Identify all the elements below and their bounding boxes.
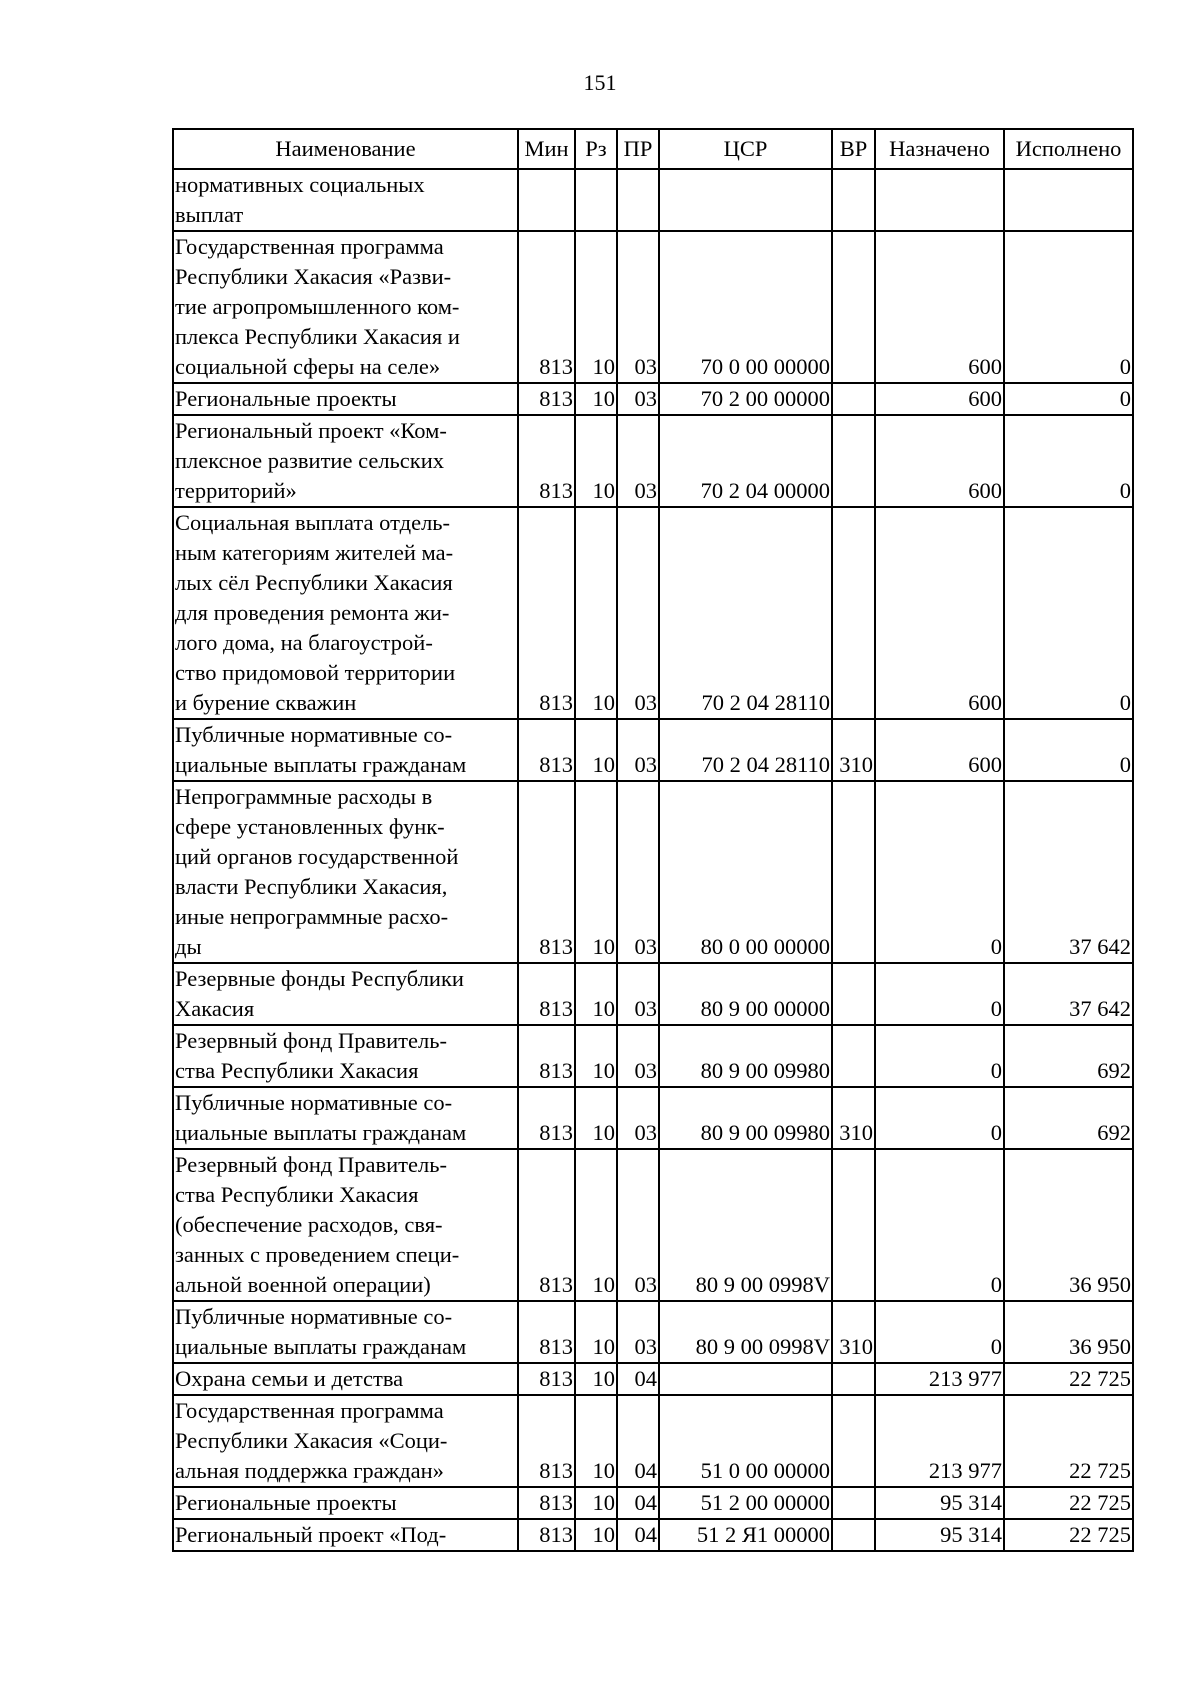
cell-name: нормативных социальных выплат bbox=[173, 169, 518, 231]
cell-csr: 51 2 00 00000 bbox=[659, 1487, 832, 1519]
cell-pr: 03 bbox=[617, 719, 659, 781]
cell-pr: 03 bbox=[617, 383, 659, 415]
cell-min: 813 bbox=[518, 781, 575, 963]
cell-vr bbox=[832, 507, 875, 719]
cell-name: Государственная программа Республики Хакасия «Разви- тие агропромышленного ком- плекса Республики Хакасия и социальной сферы на селе» bbox=[173, 231, 518, 383]
cell-csr: 80 9 00 09980 bbox=[659, 1025, 832, 1087]
table-row bbox=[173, 1363, 1133, 1395]
cell-csr: 51 0 00 00000 bbox=[659, 1395, 832, 1487]
cell-pr: 03 bbox=[617, 1087, 659, 1149]
cell-name: Публичные нормативные со- циальные выплаты гражданам bbox=[173, 1301, 518, 1363]
cell-min: 813 bbox=[518, 1087, 575, 1149]
cell-pr: 04 bbox=[617, 1363, 659, 1395]
cell-csr: 80 9 00 0998V bbox=[659, 1149, 832, 1301]
cell-naznacheno: 0 bbox=[875, 781, 1004, 963]
cell-naznacheno: 213 977 bbox=[875, 1363, 1004, 1395]
cell-naznacheno: 0 bbox=[875, 963, 1004, 1025]
cell-ispolneno: 37 642 bbox=[1004, 963, 1133, 1025]
cell-naznacheno: 95 314 bbox=[875, 1487, 1004, 1519]
cell-ispolneno: 0 bbox=[1004, 507, 1133, 719]
cell-name: Региональный проект «Ком- плексное развитие сельских территорий» bbox=[173, 415, 518, 507]
cell-rz: 10 bbox=[575, 415, 617, 507]
cell-csr bbox=[659, 1363, 832, 1395]
cell-pr: 04 bbox=[617, 1395, 659, 1487]
cell-vr bbox=[832, 963, 875, 1025]
cell-name: Публичные нормативные со- циальные выплаты гражданам bbox=[173, 719, 518, 781]
cell-ispolneno: 0 bbox=[1004, 383, 1133, 415]
cell-naznacheno: 0 bbox=[875, 1301, 1004, 1363]
cell-pr: 03 bbox=[617, 231, 659, 383]
cell-min: 813 bbox=[518, 1395, 575, 1487]
cell-pr bbox=[617, 169, 659, 231]
table-row bbox=[173, 1487, 1133, 1519]
cell-naznacheno: 0 bbox=[875, 1087, 1004, 1149]
table-row bbox=[173, 169, 1133, 231]
cell-min: 813 bbox=[518, 415, 575, 507]
table-row bbox=[173, 415, 1133, 507]
cell-csr: 70 2 00 00000 bbox=[659, 383, 832, 415]
cell-vr bbox=[832, 1395, 875, 1487]
table-row bbox=[173, 507, 1133, 719]
cell-name: Региональные проекты bbox=[173, 1487, 518, 1519]
cell-naznacheno bbox=[875, 169, 1004, 231]
cell-name: Резервный фонд Правитель- ства Республики Хакасия bbox=[173, 1025, 518, 1087]
cell-pr: 04 bbox=[617, 1519, 659, 1551]
header-vr: ВР bbox=[832, 129, 875, 169]
cell-name: Резервный фонд Правитель- ства Республики Хакасия (обеспечение расходов, свя- занных с проведением специ- альной военной операции) bbox=[173, 1149, 518, 1301]
cell-min: 813 bbox=[518, 1363, 575, 1395]
cell-name: Непрограммные расходы в сфере установленных функ- ций органов государственной власти Республики Хакасия, иные непрограммные расхо- ды bbox=[173, 781, 518, 963]
table-row bbox=[173, 1395, 1133, 1487]
cell-min: 813 bbox=[518, 507, 575, 719]
cell-csr: 70 0 00 00000 bbox=[659, 231, 832, 383]
cell-min: 813 bbox=[518, 1487, 575, 1519]
table-row bbox=[173, 1301, 1133, 1363]
cell-min: 813 bbox=[518, 383, 575, 415]
cell-min: 813 bbox=[518, 231, 575, 383]
header-rz: Рз bbox=[575, 129, 617, 169]
cell-naznacheno: 600 bbox=[875, 231, 1004, 383]
cell-csr: 80 9 00 00000 bbox=[659, 963, 832, 1025]
cell-rz: 10 bbox=[575, 383, 617, 415]
cell-naznacheno: 95 314 bbox=[875, 1519, 1004, 1551]
cell-vr: 310 bbox=[832, 719, 875, 781]
budget-table bbox=[172, 128, 1134, 1552]
cell-rz: 10 bbox=[575, 781, 617, 963]
cell-rz: 10 bbox=[575, 1487, 617, 1519]
cell-min: 813 bbox=[518, 719, 575, 781]
cell-vr bbox=[832, 781, 875, 963]
cell-name: Охрана семьи и детства bbox=[173, 1363, 518, 1395]
cell-vr bbox=[832, 1519, 875, 1551]
cell-name: Публичные нормативные со- циальные выплаты гражданам bbox=[173, 1087, 518, 1149]
cell-naznacheno: 600 bbox=[875, 415, 1004, 507]
cell-naznacheno: 600 bbox=[875, 719, 1004, 781]
cell-pr: 03 bbox=[617, 1149, 659, 1301]
cell-ispolneno: 22 725 bbox=[1004, 1395, 1133, 1487]
header-naznacheno: Назначено bbox=[875, 129, 1004, 169]
cell-pr: 03 bbox=[617, 507, 659, 719]
cell-vr bbox=[832, 1487, 875, 1519]
cell-rz: 10 bbox=[575, 1363, 617, 1395]
cell-min: 813 bbox=[518, 1149, 575, 1301]
header-min: Мин bbox=[518, 129, 575, 169]
page-number: 151 bbox=[583, 70, 617, 95]
cell-pr: 03 bbox=[617, 963, 659, 1025]
cell-ispolneno: 692 bbox=[1004, 1087, 1133, 1149]
cell-min: 813 bbox=[518, 1519, 575, 1551]
cell-pr: 03 bbox=[617, 1025, 659, 1087]
cell-ispolneno: 0 bbox=[1004, 415, 1133, 507]
cell-vr bbox=[832, 1363, 875, 1395]
table-row bbox=[173, 1087, 1133, 1149]
cell-rz: 10 bbox=[575, 1301, 617, 1363]
cell-naznacheno: 600 bbox=[875, 383, 1004, 415]
table-body bbox=[173, 169, 1133, 1551]
cell-vr bbox=[832, 231, 875, 383]
cell-naznacheno: 213 977 bbox=[875, 1395, 1004, 1487]
cell-csr: 80 0 00 00000 bbox=[659, 781, 832, 963]
cell-csr: 70 2 04 28110 bbox=[659, 507, 832, 719]
cell-name: Государственная программа Республики Хакасия «Соци- альная поддержка граждан» bbox=[173, 1395, 518, 1487]
cell-vr bbox=[832, 1149, 875, 1301]
table-row bbox=[173, 231, 1133, 383]
cell-rz: 10 bbox=[575, 1025, 617, 1087]
cell-rz: 10 bbox=[575, 963, 617, 1025]
cell-rz: 10 bbox=[575, 1087, 617, 1149]
cell-name: Социальная выплата отдель- ным категориям жителей ма- лых сёл Республики Хакасия для проведения ремонта жи- лого дома, на благоустрой- ство придомовой территории и бурение скважин bbox=[173, 507, 518, 719]
cell-ispolneno: 0 bbox=[1004, 719, 1133, 781]
table-row bbox=[173, 1149, 1133, 1301]
table-row bbox=[173, 383, 1133, 415]
cell-ispolneno: 22 725 bbox=[1004, 1487, 1133, 1519]
cell-rz bbox=[575, 169, 617, 231]
table-row bbox=[173, 1025, 1133, 1087]
cell-ispolneno bbox=[1004, 169, 1133, 231]
cell-naznacheno: 0 bbox=[875, 1025, 1004, 1087]
cell-pr: 04 bbox=[617, 1487, 659, 1519]
cell-vr bbox=[832, 1025, 875, 1087]
cell-rz: 10 bbox=[575, 719, 617, 781]
cell-ispolneno: 22 725 bbox=[1004, 1519, 1133, 1551]
cell-ispolneno: 22 725 bbox=[1004, 1363, 1133, 1395]
cell-min bbox=[518, 169, 575, 231]
cell-ispolneno: 36 950 bbox=[1004, 1301, 1133, 1363]
cell-name: Региональный проект «Под- bbox=[173, 1519, 518, 1551]
header-ispolneno: Исполнено bbox=[1004, 129, 1133, 169]
cell-rz: 10 bbox=[575, 1519, 617, 1551]
table-row bbox=[173, 963, 1133, 1025]
cell-rz: 10 bbox=[575, 1149, 617, 1301]
cell-min: 813 bbox=[518, 1301, 575, 1363]
cell-ispolneno: 37 642 bbox=[1004, 781, 1133, 963]
cell-ispolneno: 692 bbox=[1004, 1025, 1133, 1087]
cell-rz: 10 bbox=[575, 507, 617, 719]
table-row bbox=[173, 719, 1133, 781]
cell-csr: 80 9 00 0998V bbox=[659, 1301, 832, 1363]
cell-vr: 310 bbox=[832, 1301, 875, 1363]
cell-rz: 10 bbox=[575, 231, 617, 383]
cell-csr bbox=[659, 169, 832, 231]
cell-pr: 03 bbox=[617, 1301, 659, 1363]
cell-csr: 80 9 00 09980 bbox=[659, 1087, 832, 1149]
table-header-row bbox=[173, 129, 1133, 169]
cell-vr bbox=[832, 415, 875, 507]
cell-name: Резервные фонды Республики Хакасия bbox=[173, 963, 518, 1025]
cell-naznacheno: 600 bbox=[875, 507, 1004, 719]
cell-ispolneno: 0 bbox=[1004, 231, 1133, 383]
cell-name: Региональные проекты bbox=[173, 383, 518, 415]
cell-ispolneno: 36 950 bbox=[1004, 1149, 1133, 1301]
header-name: Наименование bbox=[173, 129, 518, 169]
cell-csr: 70 2 04 28110 bbox=[659, 719, 832, 781]
cell-pr: 03 bbox=[617, 415, 659, 507]
cell-csr: 51 2 Я1 00000 bbox=[659, 1519, 832, 1551]
cell-min: 813 bbox=[518, 1025, 575, 1087]
cell-min: 813 bbox=[518, 963, 575, 1025]
header-csr: ЦСР bbox=[659, 129, 832, 169]
cell-vr: 310 bbox=[832, 1087, 875, 1149]
cell-vr bbox=[832, 169, 875, 231]
header-pr: ПР bbox=[617, 129, 659, 169]
cell-naznacheno: 0 bbox=[875, 1149, 1004, 1301]
cell-vr bbox=[832, 383, 875, 415]
cell-pr: 03 bbox=[617, 781, 659, 963]
cell-rz: 10 bbox=[575, 1395, 617, 1487]
cell-csr: 70 2 04 00000 bbox=[659, 415, 832, 507]
table-row bbox=[173, 781, 1133, 963]
table-row bbox=[173, 1519, 1133, 1551]
